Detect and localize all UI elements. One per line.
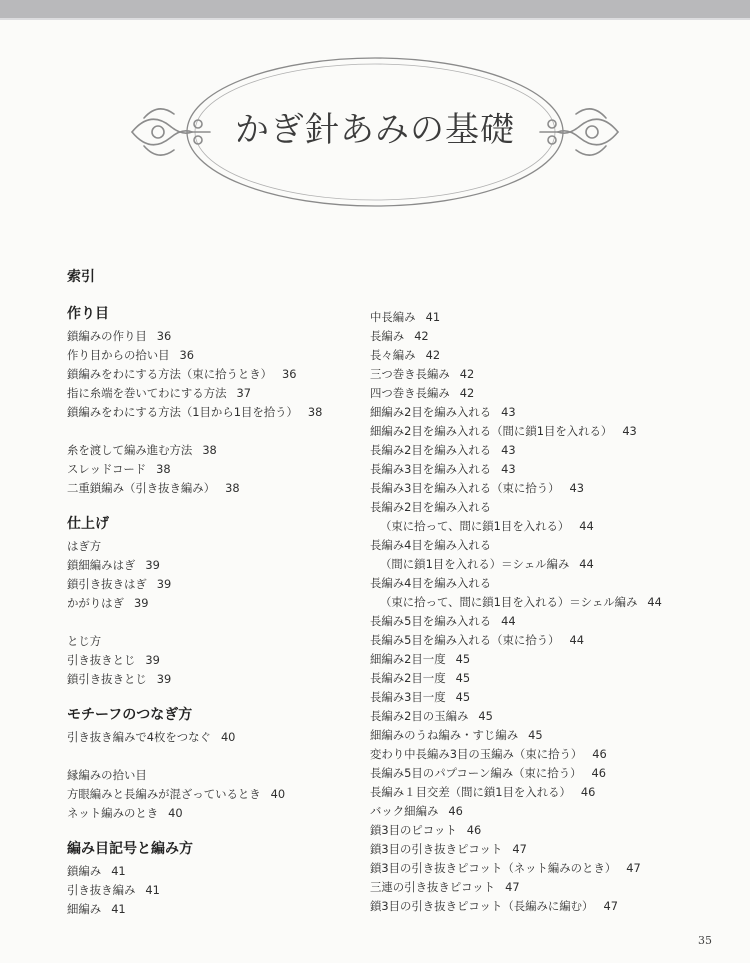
index-entry-page: 47 <box>505 880 520 894</box>
index-entry-label: 鎖編みの作り目 <box>67 329 147 343</box>
index-entry <box>370 366 474 382</box>
index-entry-label: 鎖3目の引き抜きピコット <box>370 842 503 856</box>
index-entry-label: はぎ方 <box>67 539 102 553</box>
index-entry <box>370 328 429 344</box>
index-entry-label: 引き抜き編みで4枚をつなぐ <box>67 730 211 744</box>
index-entry-label: 作り目からの拾い目 <box>67 348 170 362</box>
index-entry <box>370 385 474 401</box>
index-entry-label: バック細編み <box>370 804 439 818</box>
index-entry-label: 鎖編み <box>67 864 102 878</box>
index-entry-page: 36 <box>282 367 297 381</box>
index-entry-label: 指に糸端を巻いてわにする方法 <box>67 386 227 400</box>
index-entry-label: 長編み5目を編み入れる（束に拾う） <box>370 633 560 647</box>
index-entry-page: 39 <box>156 577 172 591</box>
index-entry-page: 45 <box>455 652 471 666</box>
index-heading: 索引 <box>67 269 95 285</box>
index-entry-page: 38 <box>202 443 217 457</box>
index-entry-page: 41 <box>425 310 441 324</box>
index-entry-page: 40 <box>270 787 286 801</box>
index-entry <box>67 595 148 611</box>
index-entry-page: 42 <box>414 329 429 343</box>
top-scan-band-edge <box>0 18 750 20</box>
index-entry-page: 46 <box>591 766 606 780</box>
index-entry-label: 方眼編みと長編みが混ざっているとき <box>67 787 261 801</box>
index-entry-page: 44 <box>501 614 516 628</box>
index-entry <box>67 480 240 496</box>
index-entry-page: 41 <box>111 902 126 916</box>
index-entry <box>370 461 516 477</box>
index-entry <box>370 879 520 895</box>
index-entry-label: 糸を渡して編み進む方法 <box>67 443 193 457</box>
index-entry-label: （束に拾って、間に鎖1目を入れる） <box>380 519 570 533</box>
index-entry <box>370 689 470 705</box>
index-entry <box>67 805 183 821</box>
index-entry-label: 細編み2目一度 <box>370 652 446 666</box>
page-number: 35 <box>698 934 712 947</box>
index-entry-label: 縁編みの拾い目 <box>67 768 147 782</box>
index-entry-label: 引き抜き編み <box>67 883 136 897</box>
index-entry <box>67 863 126 879</box>
index-entry <box>370 442 516 458</box>
index-entry-label: 長々編み <box>370 348 416 362</box>
index-entry <box>370 632 584 648</box>
index-entry-label: 長編み2目の玉編み <box>370 709 469 723</box>
index-entry <box>67 366 297 382</box>
index-entry-page: 47 <box>603 899 618 913</box>
index-entry-page: 47 <box>626 861 641 875</box>
index-entry <box>370 347 440 363</box>
index-entry-page: 46 <box>448 804 463 818</box>
index-entry-label: 細編みのうね編み・すじ編み <box>370 728 519 742</box>
index-entry-page: 40 <box>220 730 236 744</box>
index-entry-page: 43 <box>501 405 516 419</box>
index-entry-label: 鎖引き抜きはぎ <box>67 577 147 591</box>
index-entry-label: 鎖細編みはぎ <box>67 558 136 572</box>
index-entry-page: 43 <box>622 424 637 438</box>
index-entry <box>67 901 126 917</box>
index-entry-label: 四つ巻き長編み <box>370 386 450 400</box>
index-entry-page: 39 <box>156 672 172 686</box>
index-entry-label: 長編み2目一度 <box>370 671 446 685</box>
index-entry-label: 長編み3目を編み入れる（束に拾う） <box>370 481 560 495</box>
index-entry-label: 細編み <box>67 902 102 916</box>
index-entry <box>370 898 618 914</box>
index-entry-label: 中長編み <box>370 310 416 324</box>
index-entry-label: 引き抜きとじ <box>67 653 136 667</box>
index-entry <box>67 786 285 802</box>
index-entry <box>67 671 171 687</box>
index-entry <box>370 670 470 686</box>
index-entry-label: 長編み2目を編み入れる <box>370 443 492 457</box>
index-entry-page: 46 <box>592 747 607 761</box>
index-entry-page: 43 <box>501 462 516 476</box>
index-entry-label: 長編み１目交差（間に鎖1目を入れる） <box>370 785 571 799</box>
index-entry <box>370 423 637 439</box>
index-entry <box>370 404 516 420</box>
index-entry <box>370 575 491 591</box>
index-entry <box>370 708 493 724</box>
index-entry <box>380 594 662 610</box>
index-entry <box>370 537 491 553</box>
index-entry-label: 鎖3目の引き抜きピコット（ネット編みのとき） <box>370 861 617 875</box>
index-entry-page: 46 <box>580 785 596 799</box>
index-entry-page: 37 <box>236 386 251 400</box>
index-entry-page: 40 <box>168 806 183 820</box>
index-entry-label: 長編み3目一度 <box>370 690 446 704</box>
index-entry-label: 鎖3目のピコット <box>370 823 457 837</box>
index-entry-page: 39 <box>145 653 160 667</box>
index-entry-page: 39 <box>133 596 149 610</box>
index-entry-label: 変わり中長編み3目の玉編み（束に拾う） <box>370 747 583 761</box>
index-entry-label: ネット編みのとき <box>67 806 159 820</box>
index-entry <box>370 746 607 762</box>
index-entry-page: 44 <box>647 595 662 609</box>
index-entry-page: 43 <box>501 443 516 457</box>
index-entry-label: 三つ巻き長編み <box>370 367 450 381</box>
index-entry-page: 45 <box>455 671 471 685</box>
index-entry <box>370 765 606 781</box>
index-entry-page: 44 <box>579 557 594 571</box>
index-section-heading: モチーフのつなぎ方 <box>67 707 193 723</box>
index-entry-label: 長編み5目を編み入れる <box>370 614 492 628</box>
index-entry-label: 二重鎖編み（引き抜き編み） <box>67 481 216 495</box>
index-entry <box>370 480 584 496</box>
index-entry <box>380 556 594 572</box>
index-entry <box>370 860 641 876</box>
index-entry <box>67 328 171 344</box>
index-entry-label: 長編み4目を編み入れる <box>370 576 492 590</box>
index-entry <box>370 309 440 325</box>
index-entry <box>380 518 594 534</box>
index-entry-label: 長編み3目を編み入れる <box>370 462 492 476</box>
index-entry <box>370 727 543 743</box>
index-entry-page: 45 <box>455 690 471 704</box>
index-entry-page: 36 <box>156 329 172 343</box>
index-entry-page: 38 <box>307 405 323 419</box>
index-entry-page: 47 <box>512 842 527 856</box>
index-entry-label: 長編み5目のパプコーン編み（束に拾う） <box>370 766 582 780</box>
index-entry-label: スレッドコード <box>67 462 147 476</box>
index-entry-label: 鎖編みをわにする方法（束に拾うとき） <box>67 367 273 381</box>
index-section-heading: 仕上げ <box>67 516 109 532</box>
index-entry <box>370 841 527 857</box>
index-entry <box>67 385 251 401</box>
index-entry <box>67 461 171 477</box>
index-entry-page: 46 <box>466 823 482 837</box>
index-entry <box>67 882 160 898</box>
index-entry <box>370 803 463 819</box>
index-entry-page: 41 <box>145 883 160 897</box>
index-entry-label: 長編み2目を編み入れる <box>370 500 492 514</box>
index-section-heading: 編み目記号と編み方 <box>67 841 193 857</box>
index-entry-label: 鎖引き抜きとじ <box>67 672 147 686</box>
index-entry <box>67 442 217 458</box>
index-entry <box>67 347 194 363</box>
index-entry-label: 鎖編みをわにする方法（1目から1目を拾う） <box>67 405 298 419</box>
index-entry <box>370 822 481 838</box>
index-entry-label: （束に拾って、間に鎖1目を入れる）＝シェル編み <box>380 595 638 609</box>
index-entry-page: 42 <box>425 348 441 362</box>
index-entry-page: 45 <box>478 709 493 723</box>
index-entry-label: 三連の引き抜きピコット <box>370 880 496 894</box>
index-entry-label: 長編み4目を編み入れる <box>370 538 492 552</box>
index-entry-label: （間に鎖1目を入れる）＝シェル編み <box>380 557 570 571</box>
index-entry-page: 42 <box>459 367 475 381</box>
index-entry-page: 36 <box>179 348 195 362</box>
index-entry-page: 44 <box>569 633 584 647</box>
index-entry-page: 43 <box>569 481 584 495</box>
index-entry-page: 41 <box>111 864 126 878</box>
index-entry <box>67 729 235 745</box>
index-entry <box>67 767 147 783</box>
index-entry <box>370 784 595 800</box>
index-entry <box>67 557 160 573</box>
index-entry-label: かがりはぎ <box>67 596 124 610</box>
index-section-heading: 作り目 <box>67 306 109 322</box>
index-entry <box>67 576 171 592</box>
page-title: かぎ針あみの基礎 <box>235 110 515 150</box>
index-entry-page: 39 <box>145 558 160 572</box>
index-entry-page: 45 <box>528 728 543 742</box>
index-entry-label: 細編み2目を編み入れる <box>370 405 492 419</box>
index-entry <box>67 633 101 649</box>
index-entry <box>370 651 470 667</box>
index-entry-page: 42 <box>459 386 475 400</box>
index-entry-page: 38 <box>225 481 240 495</box>
index-entry-label: 長編み <box>370 329 405 343</box>
index-entry-page: 44 <box>579 519 594 533</box>
index-entry-label: 鎖3目の引き抜きピコット（長編みに編む） <box>370 899 594 913</box>
index-entry <box>370 499 491 515</box>
index-entry <box>67 652 160 668</box>
index-entry <box>67 404 322 420</box>
index-entry <box>67 538 101 554</box>
index-entry <box>370 613 516 629</box>
index-entry-label: とじ方 <box>67 634 102 648</box>
top-scan-band <box>0 0 750 18</box>
index-entry-label: 細編み2目を編み入れる（間に鎖1目を入れる） <box>370 424 613 438</box>
index-entry-page: 38 <box>156 462 171 476</box>
